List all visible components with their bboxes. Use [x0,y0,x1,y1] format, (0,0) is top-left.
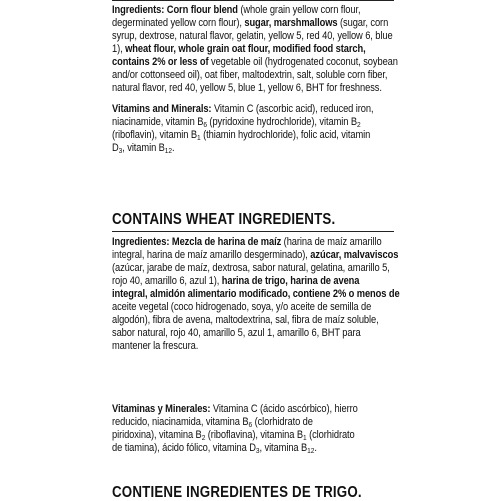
text-line [112,442,394,455]
text-line [112,416,394,429]
subscript: 12 [164,146,172,156]
text-line [112,103,394,116]
bold-text: contains 2% or less of [112,56,211,69]
english-ingredients [112,4,398,95]
regular-text: reducido, niacinamida, vitamina B [112,416,249,429]
text-line [112,43,394,56]
regular-text: algodón), fibra de avena, maltodextrina, sal, fibra de maíz soluble, [112,314,379,327]
regular-text: (clorhidrato [306,429,355,442]
regular-text: piridoxina), vitamina B [112,429,202,442]
text-line [112,82,394,95]
regular-text: , vitamin B [122,142,165,155]
regular-text: (riboflavin), vitamin B [112,129,198,142]
ingredient-label [112,0,400,501]
regular-text: , vitamina B [259,442,308,455]
regular-text: syrup, dextrose, natural flavor, gelatin, yellow 5, red 40, yellow 6, blue [112,30,393,43]
text-line [112,301,394,314]
top-divider [112,0,394,1]
regular-text: sabor natural, rojo 40, amarillo 5, azul 1, amarillo 6, BHT para [112,327,361,340]
regular-text: Vitamin C (ascorbic acid), reduced iron, [213,103,374,115]
text-line [112,4,394,17]
regular-text: . [171,142,175,155]
spanish-vitamins [112,403,394,455]
text-line [112,288,400,301]
regular-text: natural flavor, red 40, yellow 5, blue 1, yellow 6, BHT for freshness. [112,82,382,95]
bold-text: harina de trigo, harina de avena [221,275,360,288]
text-line [112,327,394,340]
text-line [112,275,394,288]
middle-divider [112,231,394,232]
regular-text: (whole grain yellow corn flour, [240,4,361,16]
regular-text: mantener la frescura. [112,340,199,353]
spanish-ingredients [112,236,400,353]
subscript: 1 [197,133,201,143]
bold-text: Vitaminas y Minerales: [112,403,213,415]
text-line [112,340,394,353]
text-line [112,129,394,142]
text-line [112,69,394,82]
regular-text: (azúcar, jarabe de maíz, dextrosa, sabor natural, gelatina, amarillo 5, [112,262,390,275]
text-line [112,30,394,43]
spanish-allergen-statement: CONTIENE INGREDIENTES DE TRIGO. [112,484,362,501]
english-vitamins [112,103,394,155]
text-line [112,236,394,249]
text-line [112,142,394,155]
bold-text: azúcar, malvaviscos [310,249,399,262]
regular-text: aceite vegetal (coco hidrogenado, soya, y/o aceite de semilla de [112,301,372,314]
regular-text: degerminated yellow corn flour), [112,17,245,30]
regular-text: niacinamide, vitamin B [112,116,204,129]
regular-text: integral, harina de maíz amarillo desgerminado), [112,249,311,262]
bold-text: integral, almidón alimentario modificado, contiene 2% o menos de [112,288,400,301]
bold-text: Ingredients: Corn flour blend [112,4,241,16]
subscript: 3 [255,446,260,456]
text-line [112,116,394,129]
subscript: 1 [302,433,307,443]
subscript: 6 [203,120,207,130]
regular-text: 1), [112,43,126,56]
regular-text: (sugar, corn [340,17,389,30]
bold-text: Ingredientes: Mezcla de harina de maíz [112,236,284,248]
text-line [112,249,399,262]
subscript: 6 [248,420,253,430]
regular-text: (thiamin hydrochloride), folic acid, vitamin [200,129,371,142]
subscript: 12 [307,446,315,456]
subscript: 2 [356,120,361,130]
text-line [112,403,394,416]
regular-text: D [112,142,119,155]
subscript: 2 [201,433,206,443]
regular-text: Vitamina C (ácido ascórbico), hierro [212,403,358,415]
regular-text: (pyridoxine hydrochloride), vitamin B [206,116,357,129]
regular-text: and/or cottonseed oil), oat fiber, maltodextrin, salt, soluble corn fiber, [112,69,388,82]
regular-text: vegetable oil (hydrogenated coconut, soybean [211,56,398,69]
text-line [112,262,394,275]
regular-text: de tiamina), ácido fólico, vitamina D [112,442,256,455]
regular-text: (harina de maíz amarillo [283,236,382,248]
bold-text: wheat flour, whole grain oat flour, modified food starch, [125,43,366,56]
text-line [112,314,394,327]
english-allergen-statement: CONTAINS WHEAT INGREDIENTS. [112,211,336,228]
regular-text: . [314,442,317,455]
regular-text: rojo 40, amarillo 6, azul 1), [112,275,222,288]
bold-text: Vitamins and Minerals: [112,103,214,115]
regular-text: (clorhidrato de [252,416,313,429]
regular-text: (riboflavina), vitamina B [205,429,303,442]
text-line [112,56,398,69]
bold-text: sugar, marshmallows [244,17,341,30]
subscript: 3 [118,146,123,156]
text-line [112,429,394,442]
text-line [112,17,394,30]
